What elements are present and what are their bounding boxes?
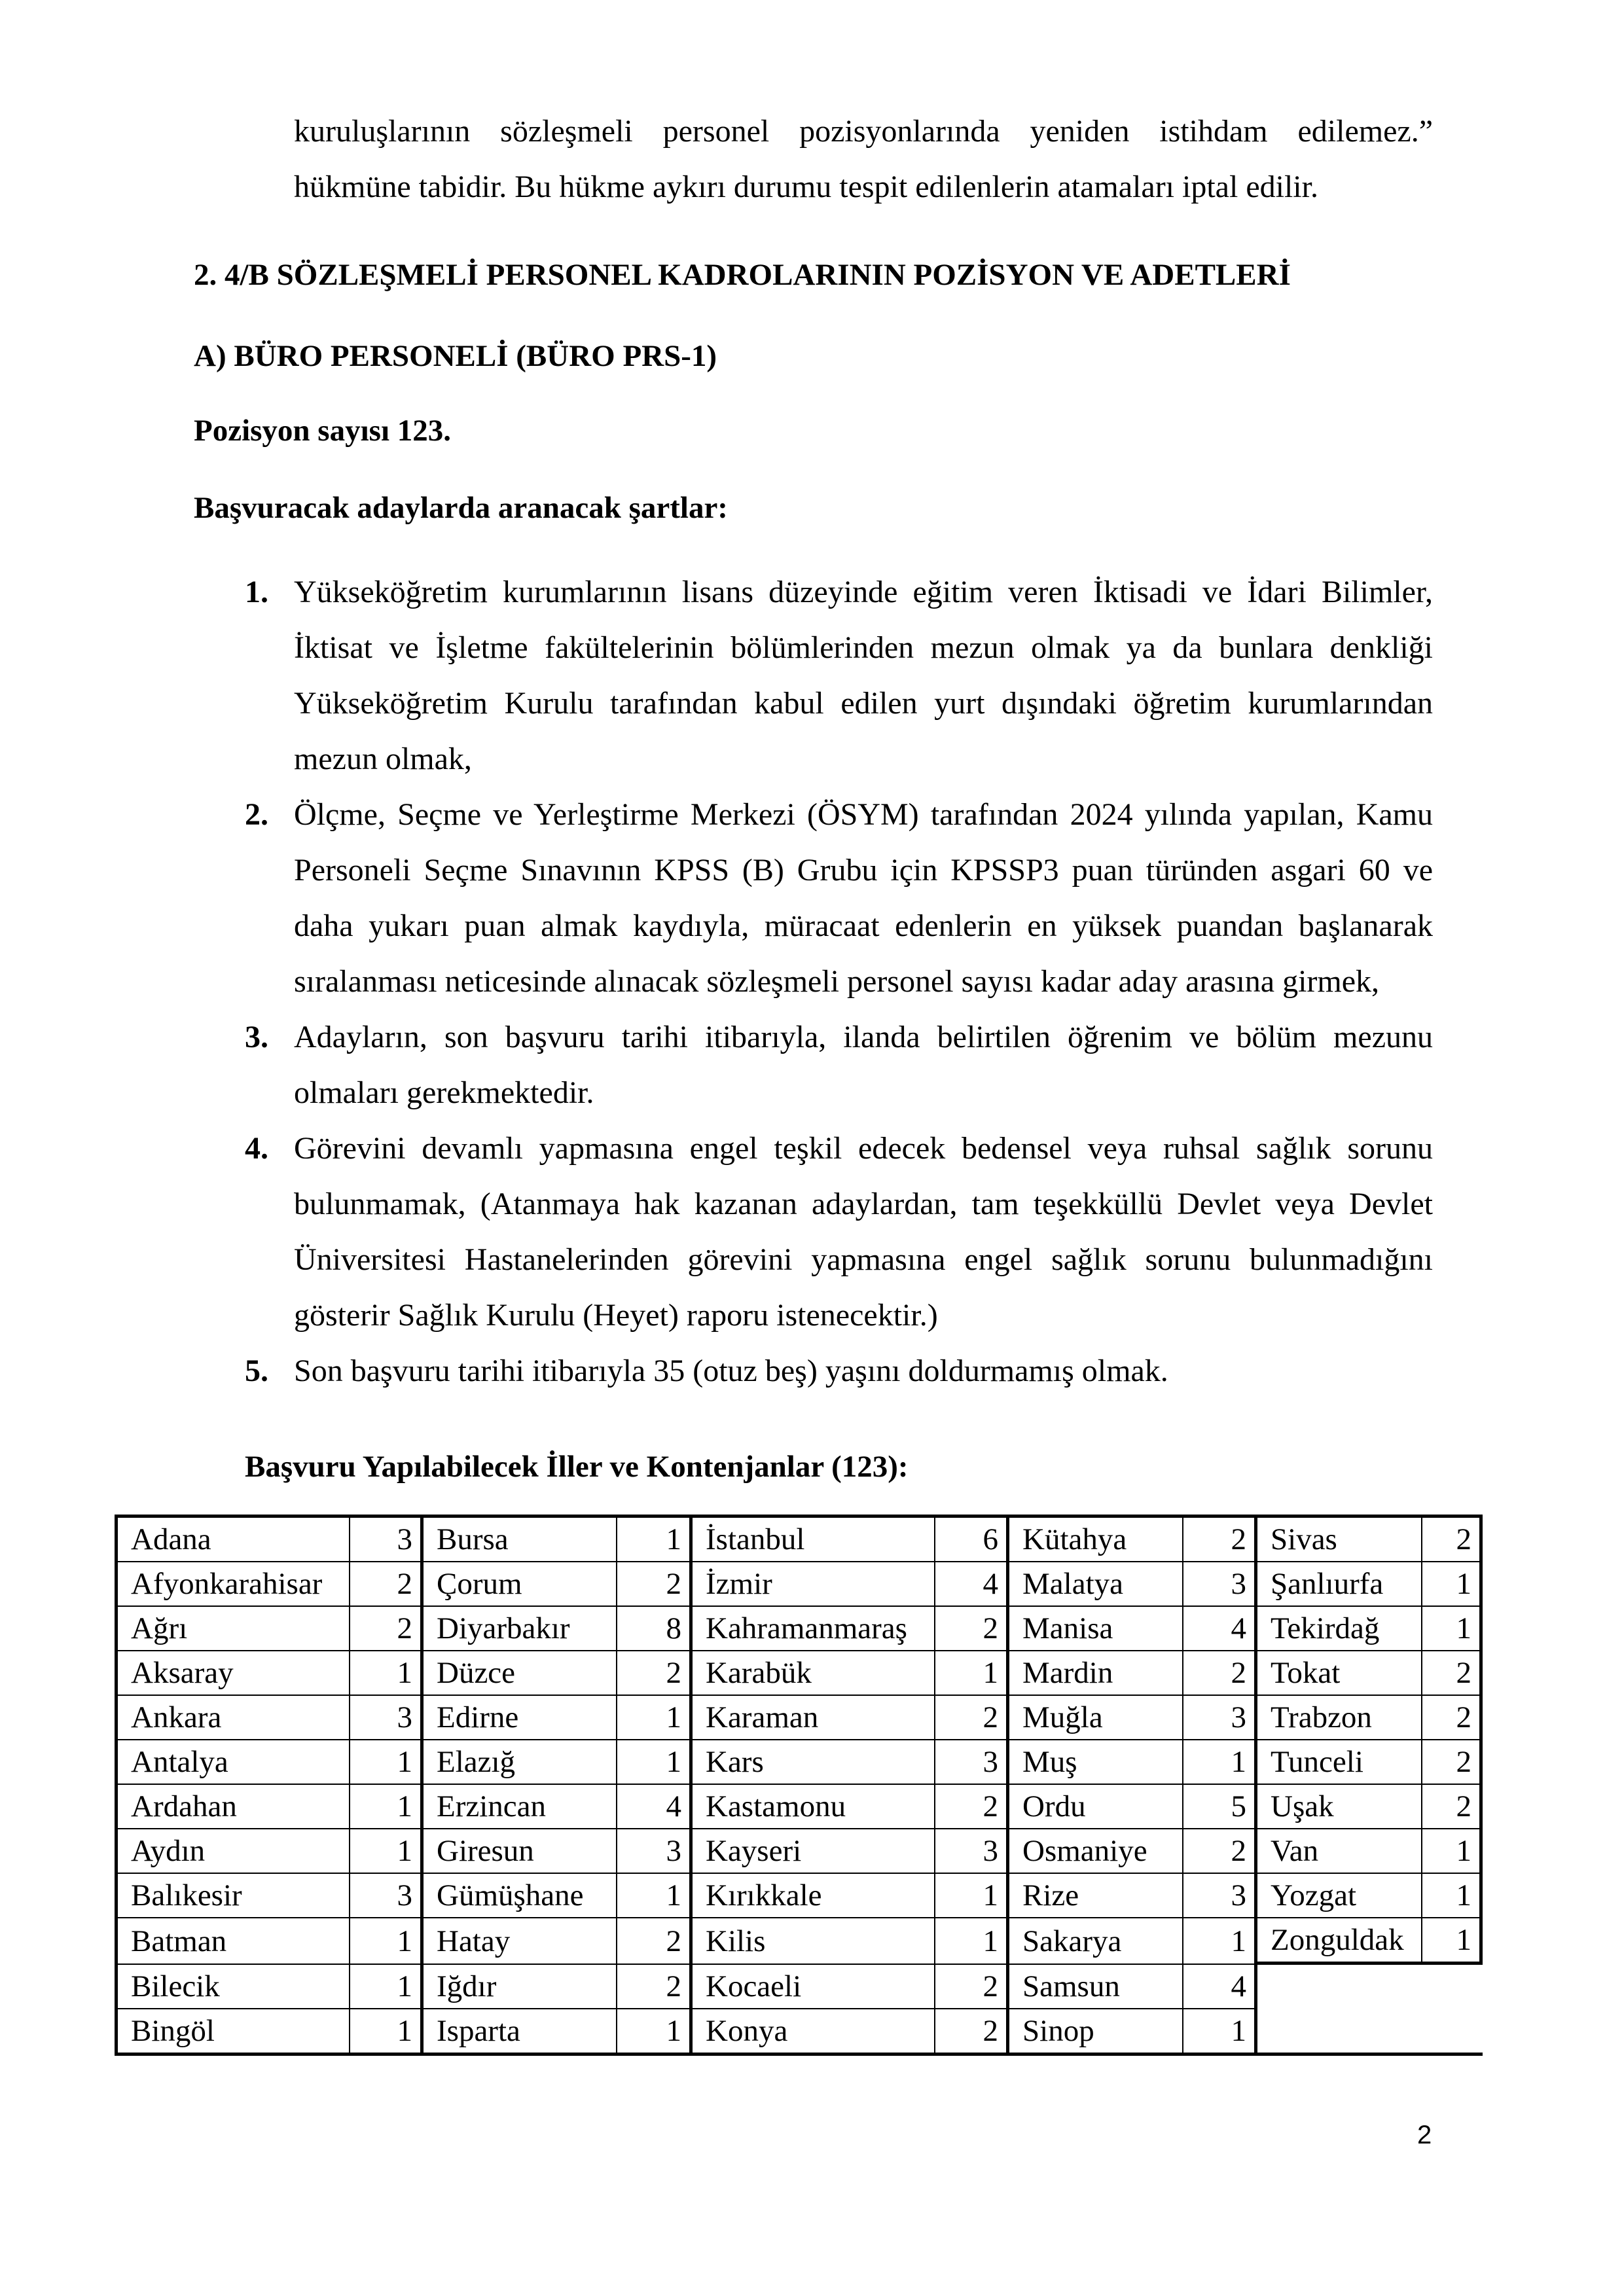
table-row [118,1518,1483,1562]
quota-value-cell: 2 [617,1918,693,1965]
quota-value-cell: 4 [1183,1607,1257,1651]
province-name-cell: Edirne [424,1696,617,1740]
condition-item [245,1343,1433,1399]
condition-text: Görevini devamlı yapmasına engel teşkil edecek bedensel veya ruhsal sağlık sorunu bulunmamak, (Atanmaya hak kazanan adaylardan, tam teşekküllü Devlet veya Devlet Üniversitesi Hastanelerinden görevini yapmasına engel sağlık sorunu bulunmadığını gösterir Sağlık Kurulu (Heyet) raporu istenecektir.) [294,1131,1433,1333]
province-name-cell: Malatya [1009,1562,1183,1607]
quota-value-cell: 6 [935,1518,1009,1562]
province-name-cell: İzmir [693,1562,935,1607]
province-name-cell: Aydın [118,1829,350,1874]
province-name-cell: Sinop [1009,2009,1183,2056]
province-name-cell: Kütahya [1009,1518,1183,1562]
quota-value-cell: 8 [617,1607,693,1651]
province-name-cell: Sivas [1257,1518,1422,1562]
quota-value-cell: 2 [935,2009,1009,2056]
condition-item [245,787,1433,1009]
table-row [118,1562,1483,1607]
quota-value-cell: 1 [350,1965,424,2009]
province-name-cell: Tunceli [1257,1740,1422,1785]
province-name-cell: Hatay [424,1918,617,1965]
province-name-cell: Karabük [693,1651,935,1696]
quota-value-cell: 2 [1422,1740,1483,1785]
condition-number: 1. [245,575,268,609]
table-row [118,1651,1483,1696]
empty-cell [1257,1965,1483,2009]
province-name-cell: Muş [1009,1740,1183,1785]
quota-value-cell: 1 [350,1740,424,1785]
intro-paragraph [294,103,1433,215]
province-name-cell: Kırıkkale [693,1874,935,1918]
province-name-cell: Kastamonu [693,1785,935,1829]
table-row [118,2009,1483,2056]
quota-value-cell: 1 [617,1696,693,1740]
quota-value-cell: 4 [617,1785,693,1829]
quota-value-cell: 1 [935,1918,1009,1965]
quota-value-cell: 1 [935,1651,1009,1696]
province-name-cell: Diyarbakır [424,1607,617,1651]
quota-value-cell: 1 [350,1918,424,1965]
quota-value-cell: 2 [935,1965,1009,2009]
province-name-cell: Ardahan [118,1785,350,1829]
conditions-list [245,564,1433,1399]
condition-item [245,564,1433,787]
condition-item [245,1121,1433,1343]
quota-value-cell: 2 [1422,1785,1483,1829]
quota-value-cell: 2 [935,1696,1009,1740]
province-name-cell: Isparta [424,2009,617,2056]
subsection-title: A) BÜRO PERSONELİ (BÜRO PRS-1) [194,339,717,373]
province-name-cell: Şanlıurfa [1257,1562,1422,1607]
table-row [118,1785,1483,1829]
quota-value-cell: 1 [1422,1874,1483,1918]
quota-value-cell: 2 [1422,1696,1483,1740]
quota-value-cell: 1 [617,1874,693,1918]
province-name-cell: Van [1257,1829,1422,1874]
province-name-cell: Elazığ [424,1740,617,1785]
province-name-cell: Giresun [424,1829,617,1874]
quota-value-cell: 2 [1183,1518,1257,1562]
province-name-cell: Batman [118,1918,350,1965]
province-name-cell: Kocaeli [693,1965,935,2009]
quota-value-cell: 1 [350,1651,424,1696]
quota-value-cell: 3 [935,1829,1009,1874]
province-name-cell: Balıkesir [118,1874,350,1918]
province-name-cell: Aksaray [118,1651,350,1696]
quota-value-cell: 1 [617,1518,693,1562]
province-name-cell: Bingöl [118,2009,350,2056]
table-row [118,1965,1483,2009]
province-name-cell: Tokat [1257,1651,1422,1696]
quota-value-cell: 1 [1422,1607,1483,1651]
quota-value-cell: 1 [350,1829,424,1874]
province-name-cell: Kahramanmaraş [693,1607,935,1651]
quota-value-cell: 3 [350,1696,424,1740]
quota-value-cell: 2 [935,1607,1009,1651]
province-name-cell: Uşak [1257,1785,1422,1829]
table-row [118,1829,1483,1874]
quota-value-cell: 1 [617,1740,693,1785]
quota-value-cell: 3 [1183,1562,1257,1607]
condition-number: 3. [245,1020,268,1054]
table-row [118,1607,1483,1651]
province-name-cell: Samsun [1009,1965,1183,2009]
quota-value-cell: 3 [617,1829,693,1874]
province-name-cell: Rize [1009,1874,1183,1918]
quota-value-cell: 2 [1422,1518,1483,1562]
quota-value-cell: 4 [935,1562,1009,1607]
province-name-cell: Ağrı [118,1607,350,1651]
table-row [118,1918,1483,1965]
province-name-cell: Düzce [424,1651,617,1696]
province-name-cell: Bilecik [118,1965,350,2009]
quota-value-cell: 1 [1183,1740,1257,1785]
table-row [118,1740,1483,1785]
province-quota-table [115,1515,1483,2056]
conditions-title: Başvuracak adaylarda aranacak şartlar: [194,491,728,525]
intro-line-1: kuruluşlarının sözleşmeli personel pozisyonlarında yeniden istihdam edilemez.” [294,114,1433,149]
province-name-cell: Yozgat [1257,1874,1422,1918]
quota-value-cell: 2 [617,1965,693,2009]
province-name-cell: Trabzon [1257,1696,1422,1740]
province-name-cell: Kars [693,1740,935,1785]
quota-value-cell: 1 [350,2009,424,2056]
province-name-cell: Bursa [424,1518,617,1562]
quota-value-cell: 1 [617,2009,693,2056]
quota-value-cell: 3 [1183,1696,1257,1740]
quota-value-cell: 3 [350,1874,424,1918]
quota-value-cell: 2 [935,1785,1009,1829]
empty-cell [1257,2009,1483,2056]
quota-table-title: Başvuru Yapılabilecek İller ve Kontenjanlar (123): [245,1450,909,1484]
province-name-cell: Osmaniye [1009,1829,1183,1874]
province-name-cell: Ankara [118,1696,350,1740]
quota-value-cell: 3 [1183,1874,1257,1918]
quota-value-cell: 1 [935,1874,1009,1918]
quota-value-cell: 2 [350,1562,424,1607]
quota-value-cell: 3 [350,1518,424,1562]
quota-value-cell: 4 [1183,1965,1257,2009]
province-name-cell: Tekirdağ [1257,1607,1422,1651]
quota-value-cell: 5 [1183,1785,1257,1829]
province-name-cell: Mardin [1009,1651,1183,1696]
table-row [118,1696,1483,1740]
quota-value-cell: 3 [935,1740,1009,1785]
quota-value-cell: 2 [350,1607,424,1651]
position-count: Pozisyon sayısı 123. [194,414,452,448]
quota-value-cell: 2 [617,1562,693,1607]
condition-number: 5. [245,1354,268,1388]
province-name-cell: Muğla [1009,1696,1183,1740]
province-name-cell: Kilis [693,1918,935,1965]
quota-value-cell: 1 [1422,1562,1483,1607]
condition-text: Son başvuru tarihi itibarıyla 35 (otuz beş) yaşını doldurmamış olmak. [294,1354,1168,1388]
quota-value-cell: 2 [617,1651,693,1696]
table-row [118,1874,1483,1918]
province-name-cell: Zonguldak [1257,1918,1422,1965]
condition-text: Yükseköğretim kurumlarının lisans düzeyinde eğitim veren İktisadi ve İdari Bilimler, İktisat ve İşletme fakültelerinin bölümlerinden mezun olmak ya da bunlara denkliği Yükseköğretim Kurulu tarafından kabul edilen yurt dışındaki öğretim kurumlarından mezun olmak, [294,575,1433,776]
province-name-cell: Iğdır [424,1965,617,2009]
quota-value-cell: 2 [1183,1651,1257,1696]
condition-number: 2. [245,797,268,832]
quota-value-cell: 1 [1422,1829,1483,1874]
province-name-cell: Karaman [693,1696,935,1740]
province-name-cell: Sakarya [1009,1918,1183,1965]
province-name-cell: Antalya [118,1740,350,1785]
province-name-cell: Konya [693,2009,935,2056]
province-name-cell: Gümüşhane [424,1874,617,1918]
province-name-cell: Adana [118,1518,350,1562]
quota-value-cell: 2 [1183,1829,1257,1874]
province-name-cell: Afyonkarahisar [118,1562,350,1607]
province-name-cell: Kayseri [693,1829,935,1874]
page-number: 2 [1417,2121,1432,2149]
condition-item [245,1009,1433,1121]
quota-value-cell: 1 [350,1785,424,1829]
condition-text: Adayların, son başvuru tarihi itibarıyla, ilanda belirtilen öğrenim ve bölüm mezunu olmaları gerekmektedir. [294,1020,1433,1110]
quota-value-cell: 1 [1183,2009,1257,2056]
province-name-cell: Erzincan [424,1785,617,1829]
intro-line-2: hükmüne tabidir. Bu hükme aykırı durumu tespit edilenlerin atamaları iptal edilir. [294,170,1318,204]
quota-value-cell: 2 [1422,1651,1483,1696]
province-name-cell: Ordu [1009,1785,1183,1829]
quota-value-cell: 1 [1422,1918,1483,1965]
condition-number: 4. [245,1131,268,1166]
section-title: 2. 4/B SÖZLEŞMELİ PERSONEL KADROLARININ POZİSYON VE ADETLERİ [194,258,1291,292]
condition-text: Ölçme, Seçme ve Yerleştirme Merkezi (ÖSYM) tarafından 2024 yılında yapılan, Kamu Personeli Seçme Sınavının KPSS (B) Grubu için KPSSP3 puan türünden asgari 60 ve daha yukarı puan almak kaydıyla, müracaat edenlerin en yüksek puandan başlanarak sıralanması neticesinde alınacak sözleşmeli personel sayısı kadar aday arasına girmek, [294,797,1433,999]
province-name-cell: Çorum [424,1562,617,1607]
quota-value-cell: 1 [1183,1918,1257,1965]
province-name-cell: Manisa [1009,1607,1183,1651]
province-name-cell: İstanbul [693,1518,935,1562]
